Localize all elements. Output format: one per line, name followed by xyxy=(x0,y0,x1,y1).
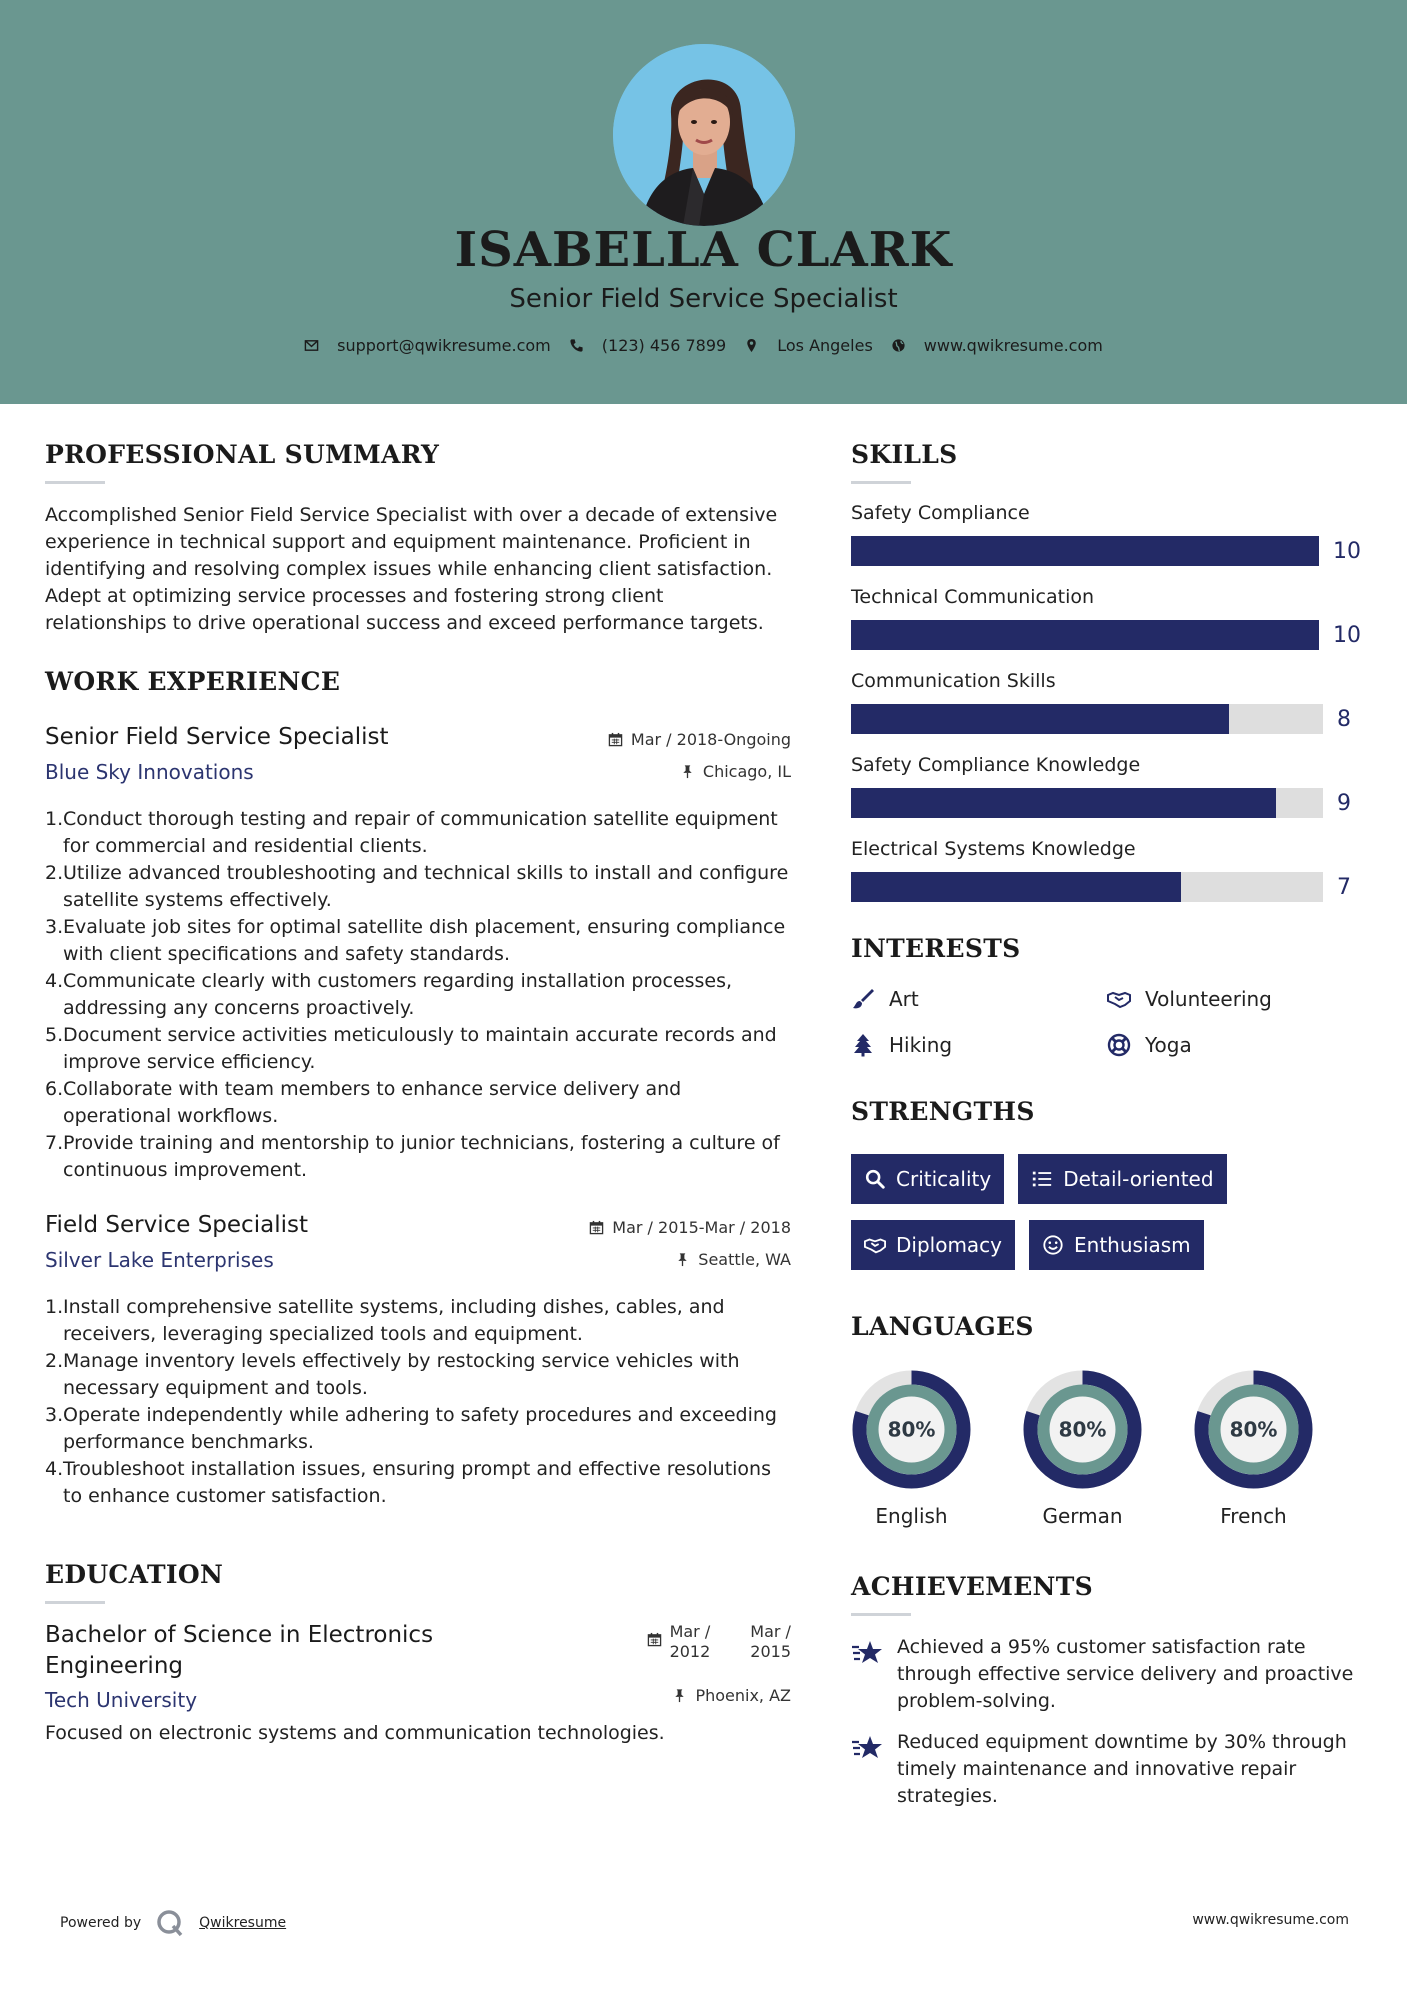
education-location-text: Phoenix, AZ xyxy=(695,1686,791,1705)
list-item: 7. Provide training and mentorship to junior technicians, fostering a culture of continuous improvement. xyxy=(45,1132,780,1181)
summary-section xyxy=(45,440,791,637)
contact-website[interactable] xyxy=(891,336,1103,355)
interests-section xyxy=(851,934,1361,1057)
calendar-icon xyxy=(589,1220,604,1235)
smile-icon xyxy=(1042,1234,1064,1256)
language-percent: 80% xyxy=(1058,1417,1107,1442)
job-bullets xyxy=(45,806,791,1184)
skill-name: Safety Compliance xyxy=(851,502,1030,524)
strength-chip: Detail-oriented xyxy=(1018,1154,1226,1204)
languages-heading: LANGUAGES xyxy=(851,1312,1034,1341)
education-entry xyxy=(45,1620,791,1747)
strength-chip: Criticality xyxy=(851,1154,1004,1204)
contact-phone[interactable] xyxy=(569,336,726,355)
language-name: German xyxy=(1042,1504,1123,1528)
skill-name: Technical Communication xyxy=(851,586,1095,608)
skill-value: 10 xyxy=(1333,538,1361,564)
skill-bar-track xyxy=(851,536,1319,566)
skill-bar-track xyxy=(851,872,1323,902)
education-location xyxy=(672,1686,791,1705)
list-item: 1. Install comprehensive satellite systems, including dishes, cables, and receivers, leveraging specialized tools and equipment. xyxy=(45,1296,725,1345)
list-item: 3. Operate independently while adhering to safety procedures and exceeding performance benchmarks. xyxy=(45,1404,777,1453)
job-location xyxy=(680,762,791,781)
right-column xyxy=(851,440,1361,1810)
job-dates xyxy=(589,1218,791,1237)
interests-heading: INTERESTS xyxy=(851,934,1021,963)
skill-bar-track xyxy=(851,788,1323,818)
interest-item: Yoga xyxy=(1107,1033,1347,1057)
summary-heading: PROFESSIONAL SUMMARY xyxy=(45,440,440,469)
section-divider xyxy=(851,1613,911,1616)
skills-list xyxy=(851,502,1361,902)
achievement-text: Reduced equipment downtime by 30% through timely maintenance and innovative repair strategies. xyxy=(897,1731,1347,1807)
qwikresume-link[interactable]: Qwikresume xyxy=(199,1915,287,1931)
skill-item xyxy=(851,838,1361,902)
skill-bar-fill xyxy=(851,620,1319,650)
star-trophy-icon xyxy=(851,1638,883,1668)
skill-value: 10 xyxy=(1333,622,1361,648)
left-column xyxy=(45,440,791,1747)
job-location-text: Seattle, WA xyxy=(698,1250,791,1269)
education-dates xyxy=(647,1622,791,1662)
contact-phone-text: (123) 456 7899 xyxy=(601,336,727,355)
list-item: 6. Collaborate with team members to enhance service delivery and operational workflows. xyxy=(45,1078,682,1127)
job-dates xyxy=(608,730,791,749)
skill-row xyxy=(851,788,1361,818)
language-item xyxy=(851,1369,972,1528)
job-entry xyxy=(45,1212,791,1510)
skill-item xyxy=(851,502,1361,566)
skill-bar-fill xyxy=(851,704,1229,734)
calendar-icon xyxy=(647,1632,662,1647)
handshake-icon xyxy=(1107,987,1131,1011)
skill-name: Communication Skills xyxy=(851,670,1056,692)
job-location xyxy=(675,1250,791,1269)
degree-title: Bachelor of Science in Electronics Engineering xyxy=(45,1622,434,1679)
education-start: Mar / 2012 xyxy=(669,1622,711,1661)
interest-item: Art xyxy=(851,987,1107,1011)
skill-bar-fill xyxy=(851,536,1319,566)
language-ring xyxy=(1022,1369,1143,1490)
list-item: 5. Document service activities meticulously to maintain accurate records and improve service efficiency. xyxy=(45,1024,777,1073)
language-percent: 80% xyxy=(1229,1417,1278,1442)
list-item: 4. Troubleshoot installation issues, ensuring prompt and effective resolutions to enhance customer satisfaction. xyxy=(45,1458,771,1507)
search-icon xyxy=(864,1168,886,1190)
achievements-section xyxy=(851,1572,1361,1810)
tree-icon xyxy=(851,1033,875,1057)
skill-bar-fill xyxy=(851,872,1181,902)
powered-by xyxy=(60,1908,286,1938)
job-company: Silver Lake Enterprises xyxy=(45,1248,274,1272)
experience-section xyxy=(45,667,791,1510)
skill-name: Safety Compliance Knowledge xyxy=(851,754,1141,776)
list-item: 4. Communicate clearly with customers regarding installation processes, addressing any concerns proactively. xyxy=(45,970,733,1019)
qwikresume-logo-icon xyxy=(155,1908,185,1938)
list-item: 2. Utilize advanced troubleshooting and technical skills to install and configure satellite systems effectively. xyxy=(45,862,789,911)
job-bullets xyxy=(45,1294,791,1510)
globe-icon xyxy=(891,338,906,353)
job-dates-text: Mar / 2015-Mar / 2018 xyxy=(612,1218,791,1237)
candidate-role: Senior Field Service Specialist xyxy=(509,284,898,314)
skill-row xyxy=(851,872,1361,902)
language-item xyxy=(1193,1369,1314,1528)
contact-email-text: support@qwikresume.com xyxy=(337,336,551,355)
skill-value: 9 xyxy=(1337,790,1351,816)
interest-item: Hiking xyxy=(851,1033,1107,1057)
experience-heading: WORK EXPERIENCE xyxy=(45,667,341,696)
skills-heading: SKILLS xyxy=(851,440,958,469)
section-divider xyxy=(851,481,911,484)
contact-location-text: Los Angeles xyxy=(777,336,873,355)
contact-location xyxy=(744,336,873,355)
interest-item: Volunteering xyxy=(1107,987,1347,1011)
job-dates-text: Mar / 2018-Ongoing xyxy=(630,730,791,749)
profile-photo xyxy=(613,44,795,226)
strengths-section xyxy=(851,1097,1361,1270)
envelope-icon xyxy=(304,338,319,353)
education-end: Mar / 2015 xyxy=(750,1622,791,1661)
education-heading: EDUCATION xyxy=(45,1560,224,1589)
skill-value: 7 xyxy=(1337,874,1351,900)
skill-bar-track xyxy=(851,704,1323,734)
education-section xyxy=(45,1560,791,1747)
language-ring xyxy=(851,1369,972,1490)
life-ring-icon xyxy=(1107,1033,1131,1057)
map-pin-icon xyxy=(744,338,759,353)
language-name: French xyxy=(1220,1504,1287,1528)
job-company: Blue Sky Innovations xyxy=(45,760,254,784)
resume-footer xyxy=(0,1898,1407,1938)
language-ring xyxy=(1193,1369,1314,1490)
skill-item xyxy=(851,670,1361,734)
skill-value: 8 xyxy=(1337,706,1351,732)
contact-website-text: www.qwikresume.com xyxy=(923,336,1103,355)
skill-name: Electrical Systems Knowledge xyxy=(851,838,1136,860)
skill-row xyxy=(851,704,1361,734)
achievement-text: Achieved a 95% customer satisfaction rate through effective service delivery and proactive problem-solving. xyxy=(897,1636,1354,1712)
skill-row xyxy=(851,536,1361,566)
section-divider xyxy=(45,481,105,484)
powered-by-label: Powered by xyxy=(60,1915,142,1931)
strength-chip: Diplomacy xyxy=(851,1220,1015,1270)
education-description: Focused on electronic systems and communication technologies. xyxy=(45,1722,665,1744)
interests-list xyxy=(851,987,1361,1057)
skill-bar-track xyxy=(851,620,1319,650)
phone-icon xyxy=(569,338,584,353)
strengths-heading: STRENGTHS xyxy=(851,1097,1035,1126)
job-location-text: Chicago, IL xyxy=(702,762,791,781)
achievement-item xyxy=(851,1634,1361,1715)
handshake-icon xyxy=(864,1234,886,1256)
pushpin-icon xyxy=(680,764,695,779)
paintbrush-icon xyxy=(851,987,875,1011)
skill-row xyxy=(851,620,1361,650)
job-title: Senior Field Service Specialist xyxy=(45,724,389,750)
skill-bar-fill xyxy=(851,788,1276,818)
pushpin-icon xyxy=(672,1688,687,1703)
skills-section xyxy=(851,440,1361,902)
list-icon xyxy=(1031,1168,1053,1190)
strength-chip: Enthusiasm xyxy=(1029,1220,1204,1270)
language-item xyxy=(1022,1369,1143,1528)
list-item: 3. Evaluate job sites for optimal satellite dish placement, ensuring compliance with client specifications and safety standards. xyxy=(45,916,786,965)
job-entry xyxy=(45,724,791,1184)
language-percent: 80% xyxy=(887,1417,936,1442)
strengths-list xyxy=(851,1154,1271,1270)
school-name: Tech University xyxy=(45,1688,198,1712)
job-title: Field Service Specialist xyxy=(45,1212,308,1238)
resume-header xyxy=(0,0,1407,404)
candidate-name: ISABELLA CLARK xyxy=(454,222,953,278)
calendar-icon xyxy=(608,732,623,747)
pushpin-icon xyxy=(675,1252,690,1267)
footer-website[interactable]: www.qwikresume.com xyxy=(1192,1912,1349,1928)
achievement-item xyxy=(851,1729,1361,1810)
summary-text: Accomplished Senior Field Service Specialist with over a decade of extensive experience in technical support and equipment maintenance. Proficient in identifying and resolving complex issues while enhancing client satisfaction. Adept at optimizing service processes and fostering strong client relationships to drive operational success and exceed performance targets. xyxy=(45,504,778,634)
list-item: 1. Conduct thorough testing and repair of communication satellite equipment for commercial and residential clients. xyxy=(45,808,778,857)
skill-item xyxy=(851,754,1361,818)
star-trophy-icon xyxy=(851,1733,883,1763)
languages-section xyxy=(851,1312,1361,1528)
skill-item xyxy=(851,586,1361,650)
contact-bar xyxy=(0,336,1407,355)
achievements-heading: ACHIEVEMENTS xyxy=(851,1572,1093,1601)
languages-list xyxy=(851,1369,1361,1528)
section-divider xyxy=(45,1601,105,1604)
list-item: 2. Manage inventory levels effectively by restocking service vehicles with necessary equipment and tools. xyxy=(45,1350,740,1399)
contact-email[interactable] xyxy=(304,336,551,355)
language-name: English xyxy=(875,1504,948,1528)
